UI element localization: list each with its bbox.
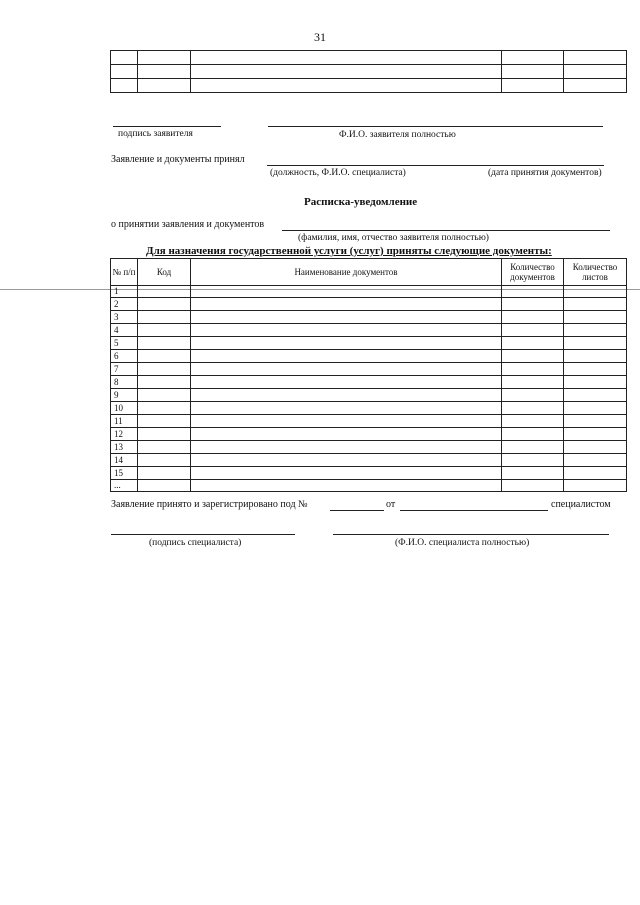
accepted-by-caption-left: (должность, Ф.И.О. специалиста): [270, 168, 406, 178]
receipt-intro-caption: (фамилия, имя, отчество заявителя полностью): [298, 233, 489, 243]
row-number: 4: [111, 324, 138, 337]
specialist-name-line: [333, 534, 609, 535]
table-row: [111, 467, 627, 480]
table-row: [111, 79, 627, 93]
applicant-signature-caption: подпись заявителя: [118, 129, 193, 139]
accepted-by-caption-right: (дата принятия документов): [488, 168, 602, 178]
applicant-name-line: [268, 126, 603, 127]
table-row: [111, 324, 627, 337]
specialist-signature-caption: (подпись специалиста): [149, 538, 242, 548]
row-number: 8: [111, 376, 138, 389]
row-number: 2: [111, 298, 138, 311]
row-number: 14: [111, 454, 138, 467]
row-number: 15: [111, 467, 138, 480]
registration-specialist-label: специалистом: [551, 499, 611, 510]
row-number: 7: [111, 363, 138, 376]
table-header-row: [111, 259, 627, 286]
accepted-by-line: [267, 165, 604, 166]
row-number: 13: [111, 441, 138, 454]
table-row: [111, 415, 627, 428]
table-row: [111, 441, 627, 454]
row-number: 6: [111, 350, 138, 363]
top-table-fragment: [110, 50, 627, 93]
documents-table: [110, 258, 627, 492]
registration-text: Заявление принято и зарегистрировано под №: [111, 499, 308, 510]
specialist-name-caption: (Ф.И.О. специалиста полностью): [395, 538, 530, 548]
header-code: Код: [138, 259, 191, 286]
header-number: № п/п: [111, 259, 138, 286]
row-number: 5: [111, 337, 138, 350]
table-row: [111, 402, 627, 415]
accepted-by-label: Заявление и документы принял: [111, 154, 245, 165]
table-row: [111, 376, 627, 389]
receipt-subtitle: Для назначения государственной услуги (услуг) приняты следующие документы:: [146, 245, 552, 257]
table-row: [111, 428, 627, 441]
table-row: [111, 311, 627, 324]
header-sheet-count: Количество листов: [564, 259, 627, 286]
row-number: ...: [111, 480, 138, 492]
table-row: [111, 337, 627, 350]
table-row: [111, 363, 627, 376]
table-row: [111, 389, 627, 402]
row-number: 9: [111, 389, 138, 402]
row-number: 11: [111, 415, 138, 428]
receipt-title: Расписка-уведомление: [304, 196, 418, 208]
applicant-signature-line: [113, 126, 221, 127]
applicant-name-caption: Ф.И.О. заявителя полностью: [339, 130, 456, 140]
row-number: 12: [111, 428, 138, 441]
header-document-count: Количество документов: [502, 259, 564, 286]
table-row: [111, 350, 627, 363]
header-document-name: Наименование документов: [191, 259, 502, 286]
registration-date-line: [400, 510, 548, 511]
registration-from-label: от: [386, 499, 396, 510]
table-row: [111, 65, 627, 79]
table-row: [111, 51, 627, 65]
specialist-signature-line: [111, 534, 295, 535]
row-number: 10: [111, 402, 138, 415]
table-row: [111, 298, 627, 311]
row-number: 1: [111, 286, 138, 298]
table-row: [111, 454, 627, 467]
page-number: 31: [314, 30, 326, 44]
registration-number-line: [330, 510, 384, 511]
applicant-full-name-line: [282, 230, 610, 231]
table-row: [111, 480, 627, 492]
table-row: [111, 286, 627, 298]
row-number: 3: [111, 311, 138, 324]
receipt-intro: о принятии заявления и документов: [111, 219, 265, 230]
